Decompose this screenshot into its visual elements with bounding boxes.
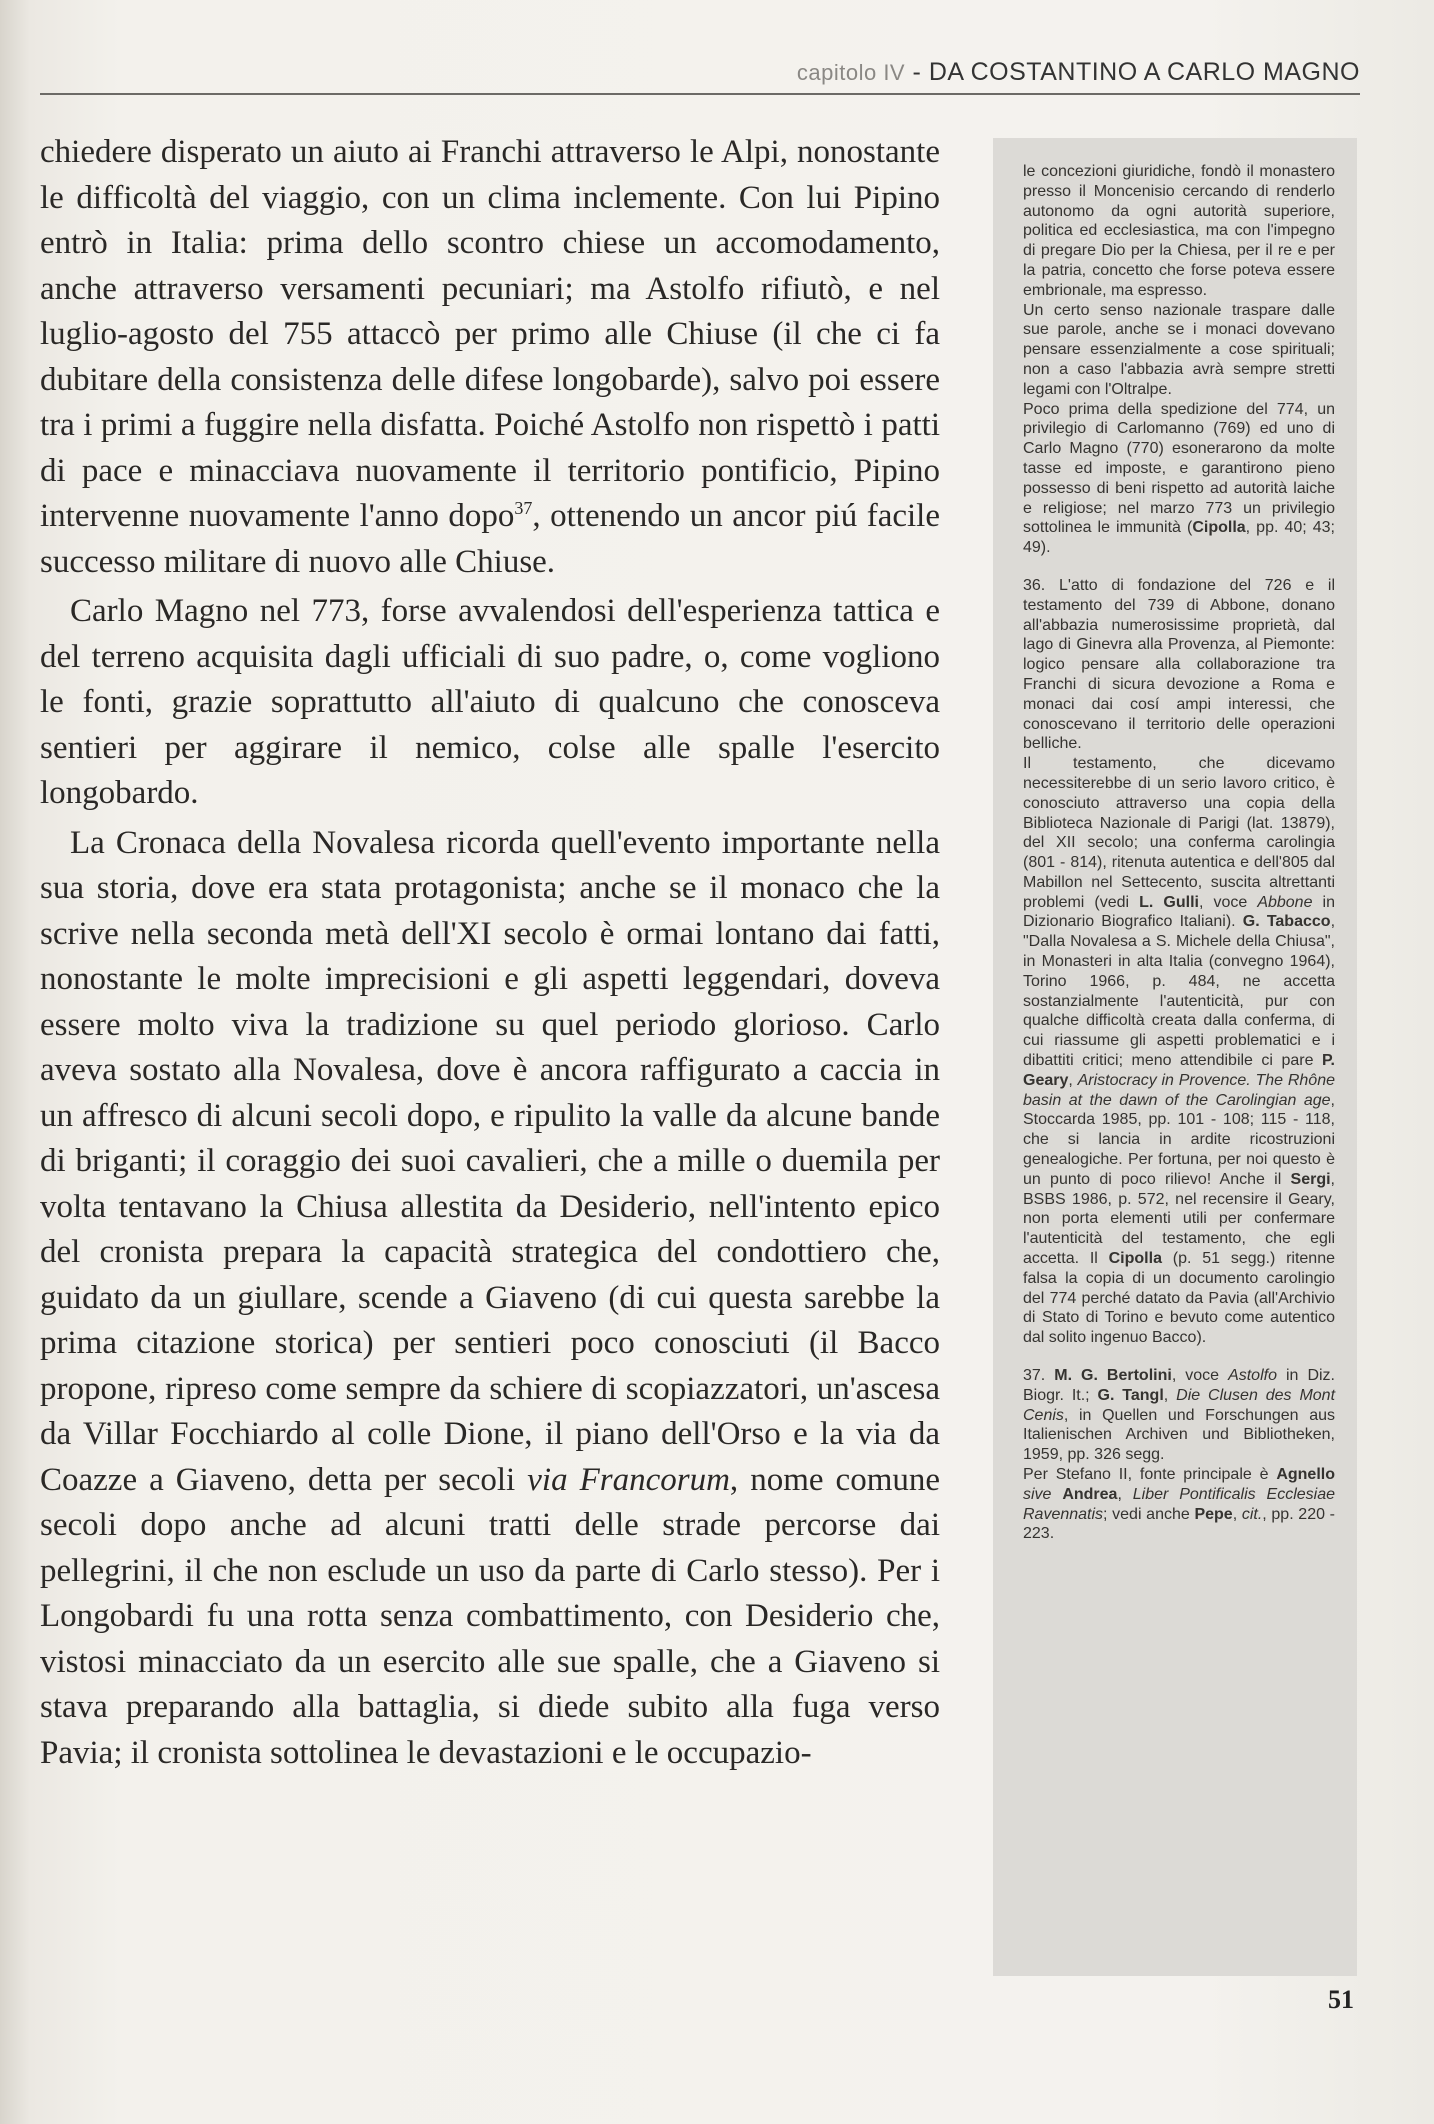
n36-author-tabacco: G. Tabacco [1242, 913, 1331, 931]
n36-text-6: , Stoccarda 1985, pp. 101 - 108; 115 - 118, che si lancia in ardite ricostruzioni genealogiche. Per fortuna, per noi questo è un punto di poco rilievo! Anche il [1023, 1091, 1335, 1188]
note-36 [1023, 576, 1335, 1348]
running-header [40, 40, 1360, 100]
n37-text-4: , in Quellen und Forschungen aus Italienischen Archiven und Bibliotheken, 1959, pp. 326 segg. [1023, 1406, 1335, 1464]
n37-text-2: in Diz. Biogr. It.; [1023, 1367, 1335, 1404]
paragraph-2: Carlo Magno nel 773, forse avvalendosi dell'esperienza tattica e del terreno acquisita dagli ufficiali di suo padre, o, come vogliono le fonti, grazie soprattutto all'aiuto di qualcuno che conosceva sentieri per aggirare il nemico, colse alle spalle l'esercito longobardo. [40, 593, 940, 811]
footnotes-sidebar [993, 138, 1357, 1976]
note-37-para-a [1023, 1366, 1335, 1465]
n36-text-3: in Dizionario Biografico Italiani). [1023, 893, 1335, 931]
footnote-ref-37: 37 [514, 498, 533, 518]
n37-b-text-2: ; vedi anche [1103, 1505, 1195, 1523]
note-c-text: Poco prima della spedizione del 774, un privilegio di Carlomanno (769) ed uno di Carlo Magno (770) esonerarono da molte tasse ed imposte, e garantirono pieno possesso di beni rispetto ad autorità laiche e religiose; nel marzo 773 un privilegio sottolinea le immunità ( [1023, 400, 1335, 537]
note-continuation-c [1023, 400, 1335, 558]
n37-italic-liber: Liber Pontificalis Ecclesiae Ravennatis [1023, 1485, 1335, 1523]
note-continuation-b: Un certo senso nazionale traspare dalle sue parole, anche se i monaci dovevano pensare essenzialmente a cose spirituali; non a caso l'abbazia avrà sempre stretti legami con l'Oltralpe. [1023, 301, 1335, 398]
n37-author-tangl: G. Tangl [1097, 1386, 1164, 1404]
paragraph-3-tail: , nome comune secoli dopo anche ad alcuni tratti delle strade percorse dai pellegrini, il che non esclude un uso da parte di Carlo stesso). [40, 1461, 941, 1589]
n36-text-1: Il testamento, che dicevamo necessiterebbe di un serio lavoro critico, è conosciuto attraverso una copia della Biblioteca Nazionale di Parigi (lat. 13879), del XII secolo; una conferma carolingia (801 - 814), ritenuta autentica e dell'805 dal Mabillon nel Settecento, suscita altrettanti problemi (vedi [1023, 755, 1335, 911]
n36-author-gulli: L. Gulli [1139, 893, 1199, 911]
n36-italic-abbone: Abbone [1257, 893, 1313, 911]
n37-text-3: , [1163, 1386, 1177, 1404]
main-text-column [40, 130, 940, 1776]
n37-italic-sive: sive [1023, 1485, 1063, 1503]
header-title: DA COSTANTINO A CARLO MAGNO [928, 58, 1360, 86]
n36-text-2: , voce [1198, 893, 1258, 911]
paragraph-1 [40, 130, 940, 585]
n37-text-1: , voce [1171, 1367, 1229, 1385]
n37-author-bertolini: M. G. Bertolini [1054, 1367, 1172, 1385]
n36-italic-geary-title: Aristocracy in Provence. The Rhône basin at the dawn of the Carolingian age [1023, 1071, 1335, 1109]
n37-b-text-1: , [1117, 1485, 1133, 1503]
n36-text-8: (p. 51 segg.) ritenne falsa la copia di un documento carolingio del 774 perché datato da Pavia (all'Archivio di Stato di Torino e bevuto come autentico dal solito ingenuo Bacco). [1023, 1250, 1336, 1347]
paragraph-1-text: chiedere disperato un aiuto ai Franchi attraverso le Alpi, nonostante le difficoltà del viaggio, con un clima inclemente. Con lui Pipino entrò in Italia: prima dello scontro chiese un accomodamento, anche attraverso versamenti pecuniari; ma Astolfo rifiutò, e nel luglio-agosto del 755 attaccò per primo alle Chiuse (il che ci fa dubitare della consistenza delle difese longobarde), salvo poi essere tra i primi a fuggire nella disfatta. Poiché Astolfo non rispettò i patti di pace e minacciava nuovamente il territorio pontificio, Pipino intervenne nuovamente l'anno dopo [40, 134, 940, 534]
n37-number: 37. [1023, 1367, 1055, 1385]
note-37-para-b [1023, 1465, 1335, 1544]
note-37 [1023, 1366, 1335, 1544]
n37-b-text-0: Per Stefano II, fonte principale è [1023, 1466, 1277, 1483]
n36-text-7: , BSBS 1986, p. 572, nel recensire il Geary, non porta elementi utili per confermare l'autenticità del testamento, che egli accetta. Il [1023, 1170, 1335, 1268]
n37-italic-clusen: Die Clusen des Mont Cenis [1023, 1386, 1336, 1424]
paragraph-3-text: La Cronaca della Novalesa ricorda quell'evento importante nella sua storia, dove era stata protagonista; anche se il monaco che la scrive nella seconda metà dell'XI secolo è ormai lontano dai fatti, nonostante le molte imprecisioni e gli aspetti leggendari, doveva essere molto viva la tradizione su quel periodo glorioso. Carlo aveva sostato alla Novalesa, dove è ancora raffigurato a caccia in un affresco di alcuni secoli dopo, e ripulito la valle da alcune bande di briganti; il coraggio dei suoi cavalieri, che a mille o duemila per volta tentavano la Chiusa allestita da Desiderio, nell'intento epico del cronista prepara la capacità strategica del condottiero che, guidato da un giullare, scende a Giaveno (di cui questa sarebbe la prima citazione storica) per sentieri poco conosciuti (il Bacco propone, ripreso come sempre da schiere di scopiazzatori, un'ascesa da Villar Focchiardo al colle Dione, il piano dell'Orso e la via da Coazze a Giaveno, detta per secoli [40, 824, 940, 1498]
paragraph-3-italic: via Francorum [527, 1461, 730, 1498]
n37-b-text-3: , [1232, 1505, 1242, 1523]
paragraph-1-tail: , ottenendo un ancor piú facile successo militare di nuovo alle Chiuse. [40, 498, 940, 580]
header-text [797, 58, 1360, 87]
note-c-text-end: , pp. 40; 43; 49). [1023, 519, 1335, 557]
note-c-bold: Cipolla [1192, 519, 1246, 537]
paragraph-3-continuation: Per i Longobardi fu una rotta senza combattimento, con Desiderio che, vistosi minacciato da un esercito alle sue spalle, che a Giaveno si stava preparando alla battaglia, si diede subito alla fuga verso Pavia; il cronista sottolinea le devastazioni e le occupazio- [40, 1552, 941, 1771]
n37-author-pepe: Pepe [1194, 1505, 1233, 1523]
n36-text-5: , [1068, 1071, 1078, 1089]
n37-author-andrea: Andrea [1062, 1485, 1118, 1503]
note-continuation-a: le concezioni giuridiche, fondò il monastero presso il Moncenisio cercando di renderlo autonomo da ogni autorità superiore, politica ed ecclesiastica, ma con l'impegno di pregare Dio per la Chiesa, per il re e per la patria, concetto che forse poteva essere embrionale, ma espresso. [1023, 163, 1335, 299]
header-chapter: capitolo IV [796, 60, 906, 85]
header-rule [40, 93, 1360, 95]
n37-author-agnello: Agnello [1276, 1466, 1335, 1483]
n36-author-geary: P. Geary [1023, 1052, 1335, 1089]
n37-b-text-4: , pp. 220 - 223. [1023, 1505, 1336, 1543]
page-number: 51 [1328, 1985, 1354, 2014]
n37-italic-cit: cit. [1241, 1505, 1263, 1523]
header-separator: - [905, 58, 929, 86]
paragraph-3 [40, 821, 940, 1777]
n37-italic-astolfo: Astolfo [1228, 1367, 1277, 1385]
n36-author-sergi: Sergi [1290, 1170, 1331, 1188]
n36-text-4: , "Dalla Novalesa a S. Michele della Chiusa", in Monasteri in alta Italia (convegno 1964), Torino 1966, p. 484, ne accetta sostanzialmente l'autenticità, pur con qualche difficoltà creata dalla conferma, di cui riassume gli aspetti problematici e i dibattiti critici; meno attendibile ci pare [1023, 913, 1336, 1070]
n36-author-cipolla: Cipolla [1108, 1250, 1162, 1268]
note-35-continuation [1023, 162, 1335, 558]
note-36-para-a: 36. L'atto di fondazione del 726 e il testamento del 739 di Abbone, donano all'abbazia numerosissime proprietà, dal lago di Ginevra alla Provenza, al Piemonte: logico pensare alla collaborazione tra Franchi di sicura devozione a Roma e monaci dai cosí ampi interessi, che conoscevano il territorio delle operazioni belliche. [1023, 576, 1335, 753]
note-36-para-b [1023, 754, 1335, 1348]
